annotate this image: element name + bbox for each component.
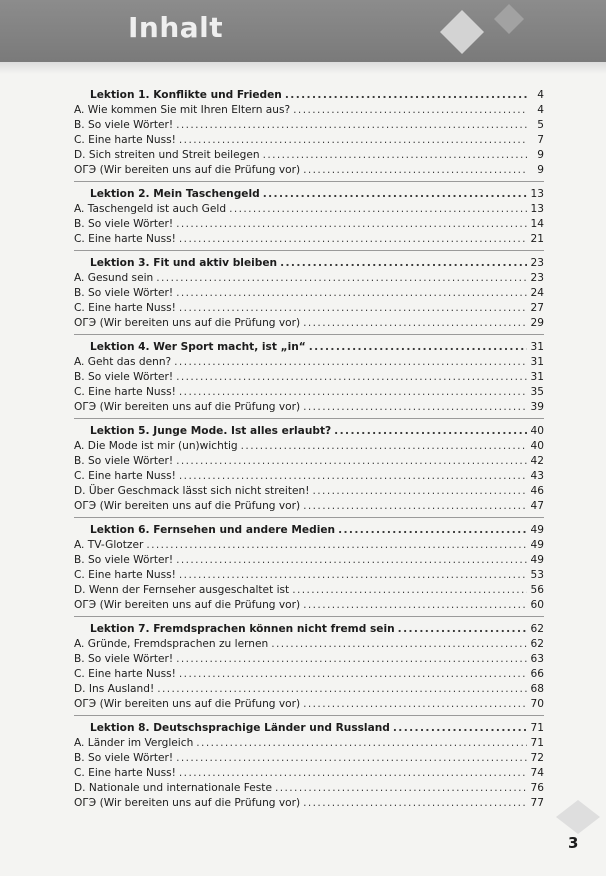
toc-entry[interactable]: [74, 637, 544, 652]
toc-entry-page: 46: [530, 485, 544, 497]
leader-dots: [157, 682, 527, 697]
toc-entry-page: 47: [530, 500, 544, 512]
toc-entry-page: 72: [530, 752, 544, 764]
toc-lesson-heading[interactable]: [74, 340, 544, 355]
toc-entry-title: B. So viele Wörter!: [74, 554, 174, 566]
corner-diamond-decoration-icon: [540, 800, 600, 834]
toc-entry[interactable]: [74, 148, 544, 163]
toc-entry[interactable]: [74, 202, 544, 217]
toc-lesson-heading-page: 49: [530, 524, 544, 536]
toc-entry-page: 76: [530, 782, 544, 794]
toc-entry[interactable]: [74, 484, 544, 499]
toc-entry-page: 13: [530, 203, 544, 215]
toc-entry-title: D. Sich streiten und Streit beilegen: [74, 149, 260, 161]
toc-section: [74, 721, 544, 811]
toc-entry[interactable]: [74, 736, 544, 751]
toc-entry[interactable]: [74, 796, 544, 811]
toc-section: [74, 256, 544, 335]
toc-lesson-heading-title: Lektion 1. Konflikte und Frieden: [90, 89, 282, 101]
toc-lesson-heading-title: Lektion 4. Wer Sport macht, ist „in“: [90, 341, 306, 353]
toc-entry[interactable]: [74, 103, 544, 118]
toc-entry-title: A. Länder im Vergleich: [74, 737, 194, 749]
toc-entry-page: 31: [530, 356, 544, 368]
leader-dots: [303, 316, 527, 331]
toc-lesson-heading-page: 4: [537, 89, 544, 101]
leader-dots: [241, 439, 527, 454]
toc-lesson-heading[interactable]: [74, 187, 544, 202]
toc-section: [74, 622, 544, 716]
leader-dots: [263, 148, 527, 163]
toc-entry-page: 66: [530, 668, 544, 680]
toc-lesson-heading[interactable]: [74, 88, 544, 103]
toc-entry[interactable]: [74, 118, 544, 133]
toc-entry-title: B. So viele Wörter!: [74, 455, 174, 467]
toc-entry-title: ОГЭ (Wir bereiten uns auf die Prüfung vor): [74, 401, 301, 413]
toc-entry-title: ОГЭ (Wir bereiten uns auf die Prüfung vor): [74, 317, 301, 329]
table-of-contents: [74, 88, 544, 816]
toc-section: [74, 187, 544, 251]
section-divider: [74, 517, 544, 518]
leader-dots: [271, 637, 527, 652]
toc-entry-title: B. So viele Wörter!: [74, 371, 174, 383]
leader-dots: [156, 271, 527, 286]
toc-entry-title: C. Eine harte Nuss!: [74, 470, 176, 482]
toc-entry-page: 60: [530, 599, 544, 611]
toc-entry-title: ОГЭ (Wir bereiten uns auf die Prüfung vor): [74, 500, 301, 512]
leader-dots: [176, 751, 527, 766]
toc-entry-page: 21: [530, 233, 544, 245]
toc-entry-page: 62: [530, 638, 544, 650]
leader-dots: [176, 454, 527, 469]
toc-section: [74, 424, 544, 518]
section-divider: [74, 250, 544, 251]
leader-dots: [176, 286, 527, 301]
toc-entry-title: A. Taschengeld ist auch Geld: [74, 203, 227, 215]
toc-entry-title: ОГЭ (Wir bereiten uns auf die Prüfung vor): [74, 599, 301, 611]
toc-entry-title: C. Eine harte Nuss!: [74, 767, 176, 779]
toc-entry[interactable]: [74, 583, 544, 598]
toc-entry[interactable]: [74, 568, 544, 583]
leader-dots: [393, 721, 527, 736]
leader-dots: [303, 163, 527, 178]
toc-section: [74, 340, 544, 419]
leader-dots: [176, 553, 527, 568]
leader-dots: [179, 469, 527, 484]
leader-dots: [292, 583, 527, 598]
toc-entry-page: 40: [530, 440, 544, 452]
leader-dots: [179, 568, 527, 583]
toc-entry[interactable]: [74, 697, 544, 712]
toc-section: [74, 88, 544, 182]
toc-entry-title: C. Eine harte Nuss!: [74, 302, 176, 314]
toc-lesson-heading[interactable]: [74, 721, 544, 736]
toc-entry-title: B. So viele Wörter!: [74, 218, 174, 230]
toc-lesson-heading-page: 13: [530, 188, 544, 200]
leader-dots: [334, 424, 527, 439]
toc-entry-page: 68: [530, 683, 544, 695]
toc-entry[interactable]: [74, 271, 544, 286]
toc-entry[interactable]: [74, 553, 544, 568]
toc-entry-title: A. Die Mode ist mir (un)wichtig: [74, 440, 238, 452]
toc-entry[interactable]: [74, 499, 544, 514]
toc-entry-title: ОГЭ (Wir bereiten uns auf die Prüfung vor): [74, 164, 301, 176]
leader-dots: [146, 538, 527, 553]
leader-dots: [179, 232, 527, 247]
leader-dots: [280, 256, 527, 271]
leader-dots: [174, 355, 527, 370]
toc-lesson-heading-title: Lektion 3. Fit und aktiv bleiben: [90, 257, 278, 269]
toc-entry-title: D. Wenn der Fernseher ausgeschaltet ist: [74, 584, 290, 596]
leader-dots: [303, 499, 527, 514]
leader-dots: [176, 217, 527, 232]
toc-entry-title: D. Nationale und internationale Feste: [74, 782, 272, 794]
toc-entry-page: 77: [530, 797, 544, 809]
toc-entry-title: C. Eine harte Nuss!: [74, 386, 176, 398]
page-header: [0, 0, 606, 62]
leader-dots: [176, 652, 527, 667]
toc-entry-title: C. Eine harte Nuss!: [74, 233, 176, 245]
toc-entry-title: B. So viele Wörter!: [74, 752, 174, 764]
toc-entry-title: A. Gründe, Fremdsprachen zu lernen: [74, 638, 269, 650]
toc-section: [74, 523, 544, 617]
leader-dots: [179, 667, 527, 682]
toc-entry-page: 74: [530, 767, 544, 779]
leader-dots: [293, 103, 527, 118]
leader-dots: [179, 385, 527, 400]
toc-entry-title: C. Eine harte Nuss!: [74, 668, 176, 680]
toc-lesson-heading[interactable]: [74, 424, 544, 439]
toc-entry[interactable]: [74, 667, 544, 682]
leader-dots: [303, 598, 527, 613]
toc-entry-title: B. So viele Wörter!: [74, 287, 174, 299]
leader-dots: [313, 484, 527, 499]
leader-dots: [229, 202, 527, 217]
toc-entry-page: 9: [537, 149, 544, 161]
toc-entry[interactable]: [74, 217, 544, 232]
section-divider: [74, 418, 544, 419]
section-divider: [74, 616, 544, 617]
toc-entry-title: ОГЭ (Wir bereiten uns auf die Prüfung vor): [74, 797, 301, 809]
toc-entry[interactable]: [74, 598, 544, 613]
toc-entry[interactable]: [74, 652, 544, 667]
toc-entry-page: 42: [530, 455, 544, 467]
toc-lesson-heading-title: Lektion 7. Fremdsprachen können nicht fremd sein: [90, 623, 395, 635]
toc-lesson-heading-title: Lektion 2. Mein Taschengeld: [90, 188, 260, 200]
leader-dots: [338, 523, 527, 538]
toc-entry-page: 7: [537, 134, 544, 146]
toc-entry-title: C. Eine harte Nuss!: [74, 569, 176, 581]
toc-entry-page: 56: [530, 584, 544, 596]
toc-entry-title: A. TV-Glotzer: [74, 539, 144, 551]
toc-entry-title: C. Eine harte Nuss!: [74, 134, 176, 146]
toc-lesson-heading-title: Lektion 8. Deutschsprachige Länder und Russland: [90, 722, 390, 734]
toc-lesson-heading-page: 71: [530, 722, 544, 734]
leader-dots: [303, 697, 527, 712]
toc-entry-page: 35: [530, 386, 544, 398]
toc-entry-title: B. So viele Wörter!: [74, 653, 174, 665]
toc-entry-page: 5: [537, 119, 544, 131]
toc-lesson-heading-page: 62: [530, 623, 544, 635]
leader-dots: [176, 370, 527, 385]
toc-entry-title: D. Ins Ausland!: [74, 683, 155, 695]
toc-lesson-heading[interactable]: [74, 256, 544, 271]
toc-entry[interactable]: [74, 766, 544, 781]
toc-entry[interactable]: [74, 439, 544, 454]
toc-entry-page: 24: [530, 287, 544, 299]
header-shadow-band: [0, 62, 606, 74]
toc-entry-page: 49: [530, 539, 544, 551]
leader-dots: [179, 133, 527, 148]
toc-entry[interactable]: [74, 751, 544, 766]
leader-dots: [398, 622, 527, 637]
toc-entry-page: 71: [530, 737, 544, 749]
toc-entry-page: 27: [530, 302, 544, 314]
toc-entry[interactable]: [74, 385, 544, 400]
toc-entry-page: 23: [530, 272, 544, 284]
toc-entry-title: A. Gesund sein: [74, 272, 154, 284]
toc-lesson-heading-page: 40: [530, 425, 544, 437]
toc-entry[interactable]: [74, 781, 544, 796]
toc-entry[interactable]: [74, 538, 544, 553]
page-number: 3: [568, 834, 579, 852]
leader-dots: [179, 766, 527, 781]
toc-entry[interactable]: [74, 454, 544, 469]
toc-entry-page: 43: [530, 470, 544, 482]
toc-entry-page: 63: [530, 653, 544, 665]
toc-entry-title: B. So viele Wörter!: [74, 119, 174, 131]
leader-dots: [303, 400, 527, 415]
toc-lesson-heading[interactable]: [74, 622, 544, 637]
leader-dots: [196, 736, 527, 751]
section-divider: [74, 334, 544, 335]
toc-entry[interactable]: [74, 286, 544, 301]
leader-dots: [303, 796, 527, 811]
page-title: Inhalt: [128, 11, 224, 44]
section-divider: [74, 181, 544, 182]
toc-entry[interactable]: [74, 163, 544, 178]
toc-entry[interactable]: [74, 469, 544, 484]
diamond-decoration-icon: [438, 8, 486, 56]
section-divider: [74, 715, 544, 716]
toc-entry-page: 70: [530, 698, 544, 710]
toc-entry[interactable]: [74, 355, 544, 370]
toc-lesson-heading-page: 23: [530, 257, 544, 269]
toc-entry-title: A. Geht das denn?: [74, 356, 172, 368]
toc-entry-page: 9: [537, 164, 544, 176]
leader-dots: [263, 187, 527, 202]
toc-entry-page: 49: [530, 554, 544, 566]
toc-entry[interactable]: [74, 400, 544, 415]
toc-entry-page: 4: [537, 104, 544, 116]
toc-entry[interactable]: [74, 133, 544, 148]
leader-dots: [179, 301, 527, 316]
toc-entry-page: 29: [530, 317, 544, 329]
toc-lesson-heading[interactable]: [74, 523, 544, 538]
toc-entry[interactable]: [74, 301, 544, 316]
toc-entry-title: A. Wie kommen Sie mit Ihren Eltern aus?: [74, 104, 291, 116]
toc-entry-page: 53: [530, 569, 544, 581]
toc-entry-page: 31: [530, 371, 544, 383]
toc-entry-title: ОГЭ (Wir bereiten uns auf die Prüfung vor): [74, 698, 301, 710]
toc-lesson-heading-page: 31: [530, 341, 544, 353]
toc-entry[interactable]: [74, 316, 544, 331]
toc-lesson-heading-title: Lektion 6. Fernsehen und andere Medien: [90, 524, 336, 536]
small-diamond-decoration-icon: [492, 2, 526, 36]
toc-entry-title: D. Über Geschmack lässt sich nicht streiten!: [74, 485, 310, 497]
leader-dots: [285, 88, 527, 103]
leader-dots: [275, 781, 527, 796]
toc-entry[interactable]: [74, 682, 544, 697]
toc-entry[interactable]: [74, 370, 544, 385]
toc-lesson-heading-title: Lektion 5. Junge Mode. Ist alles erlaubt?: [90, 425, 332, 437]
toc-entry-page: 14: [530, 218, 544, 230]
toc-entry[interactable]: [74, 232, 544, 247]
toc-entry-page: 39: [530, 401, 544, 413]
leader-dots: [309, 340, 527, 355]
leader-dots: [176, 118, 527, 133]
